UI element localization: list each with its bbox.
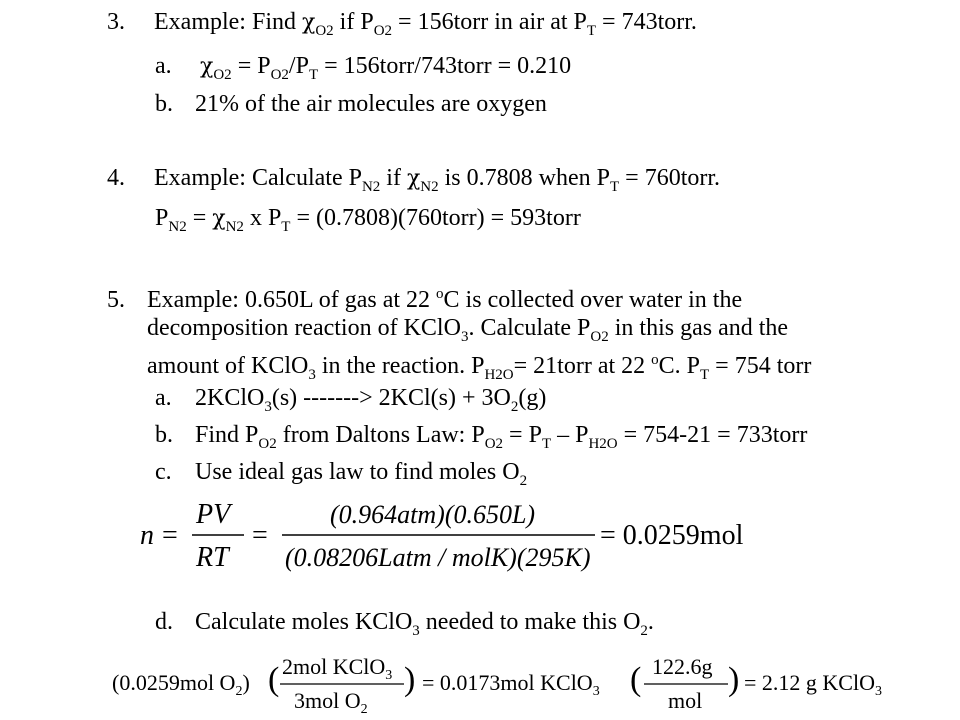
item5-step-d: d. Calculate moles KClO$_3$ needed to make this $O_2$. — [155, 609, 654, 639]
ideal-gas-equation — [140, 494, 760, 578]
item5-heading-line3: amount of KClO$_3$ in the reaction. $P_{H2O}=$ 21torr at 22 $^o$C. $P_T = 754$ torr — [147, 352, 812, 383]
eq2-paren-close-1: ) — [404, 661, 416, 698]
eq2-paren-open-1: ( — [268, 661, 280, 698]
stoichiometry-equation — [112, 646, 882, 720]
eq1-denominator: (0.08206Latm / molK)(295K) — [285, 543, 591, 572]
eq2-frac2-den: mol — [668, 688, 703, 713]
eq1-numerator: (0.964atm)(0.650L) — [330, 500, 536, 529]
eq2-frac2-num: 122.6g — [652, 654, 713, 679]
item4-result: $P_{N2} = \chi_{N2}$ x $P_T$ = (0.7808)(760torr) = 593torr — [155, 205, 581, 235]
eq2-frac1-num: 2mol KClO$_3$ — [282, 654, 393, 683]
eq2-term1: (0.0259mol $O_2$) — [112, 670, 250, 699]
eq1-n: n — [140, 520, 154, 551]
eq1-equals: = — [162, 520, 178, 551]
eq2-result: = 2.12 g KClO$_3$ — [744, 670, 882, 699]
item4-heading: 4. Example: Calculate $P_{N2}$ if $\chi_{N2}$ is 0.7808 when $P_T$ = 760torr. — [107, 165, 721, 195]
item5-step-b: b. Find $P_{O2}$ from Daltons Law: $P_{O2} = P_T - P_{H2O} = 754-21$ = 733torr — [155, 422, 808, 452]
item5-heading-line1: 5. Example: 0.650L of gas at 22 $^o$C is collected over water in the — [107, 286, 743, 313]
item5-step-c: c. Use ideal gas law to find moles $O_2$ — [155, 459, 528, 489]
eq1-result: = 0.0259mol — [600, 520, 744, 551]
eq1-rt: RT — [196, 542, 229, 573]
eq2-frac1-den: 3mol $O_2$ — [294, 688, 368, 717]
item3-step-a: a. $\chi_{O2} = P_{O2}/P_T$ = 156torr/743torr = 0.210 — [155, 53, 572, 83]
eq1-pv: PV — [196, 499, 231, 530]
item3-number: 3. — [107, 9, 125, 35]
item5-step-a: a. 2KClO$_3$(s) -------> $2KCl(s) + 3O_2(g)$ — [155, 385, 547, 415]
eq2-paren-open-2: ( — [630, 661, 642, 698]
item3-heading: 3. Example: Find $\chi_{O2}$ if $P_{O2}$ = 156torr in air at $P_T$ = 743torr. — [107, 9, 697, 39]
eq1-equals-2: = — [252, 520, 268, 551]
item5-heading-line2: decomposition reaction of KClO$_3$. Calculate $P_{O2}$ in this gas and the — [147, 315, 789, 345]
eq2-paren-close-2: ) — [728, 661, 740, 698]
eq2-mid: = 0.0173mol KClO$_3$ — [422, 670, 600, 699]
item3-step-b: b. 21% of the air molecules are oxygen — [155, 91, 547, 117]
